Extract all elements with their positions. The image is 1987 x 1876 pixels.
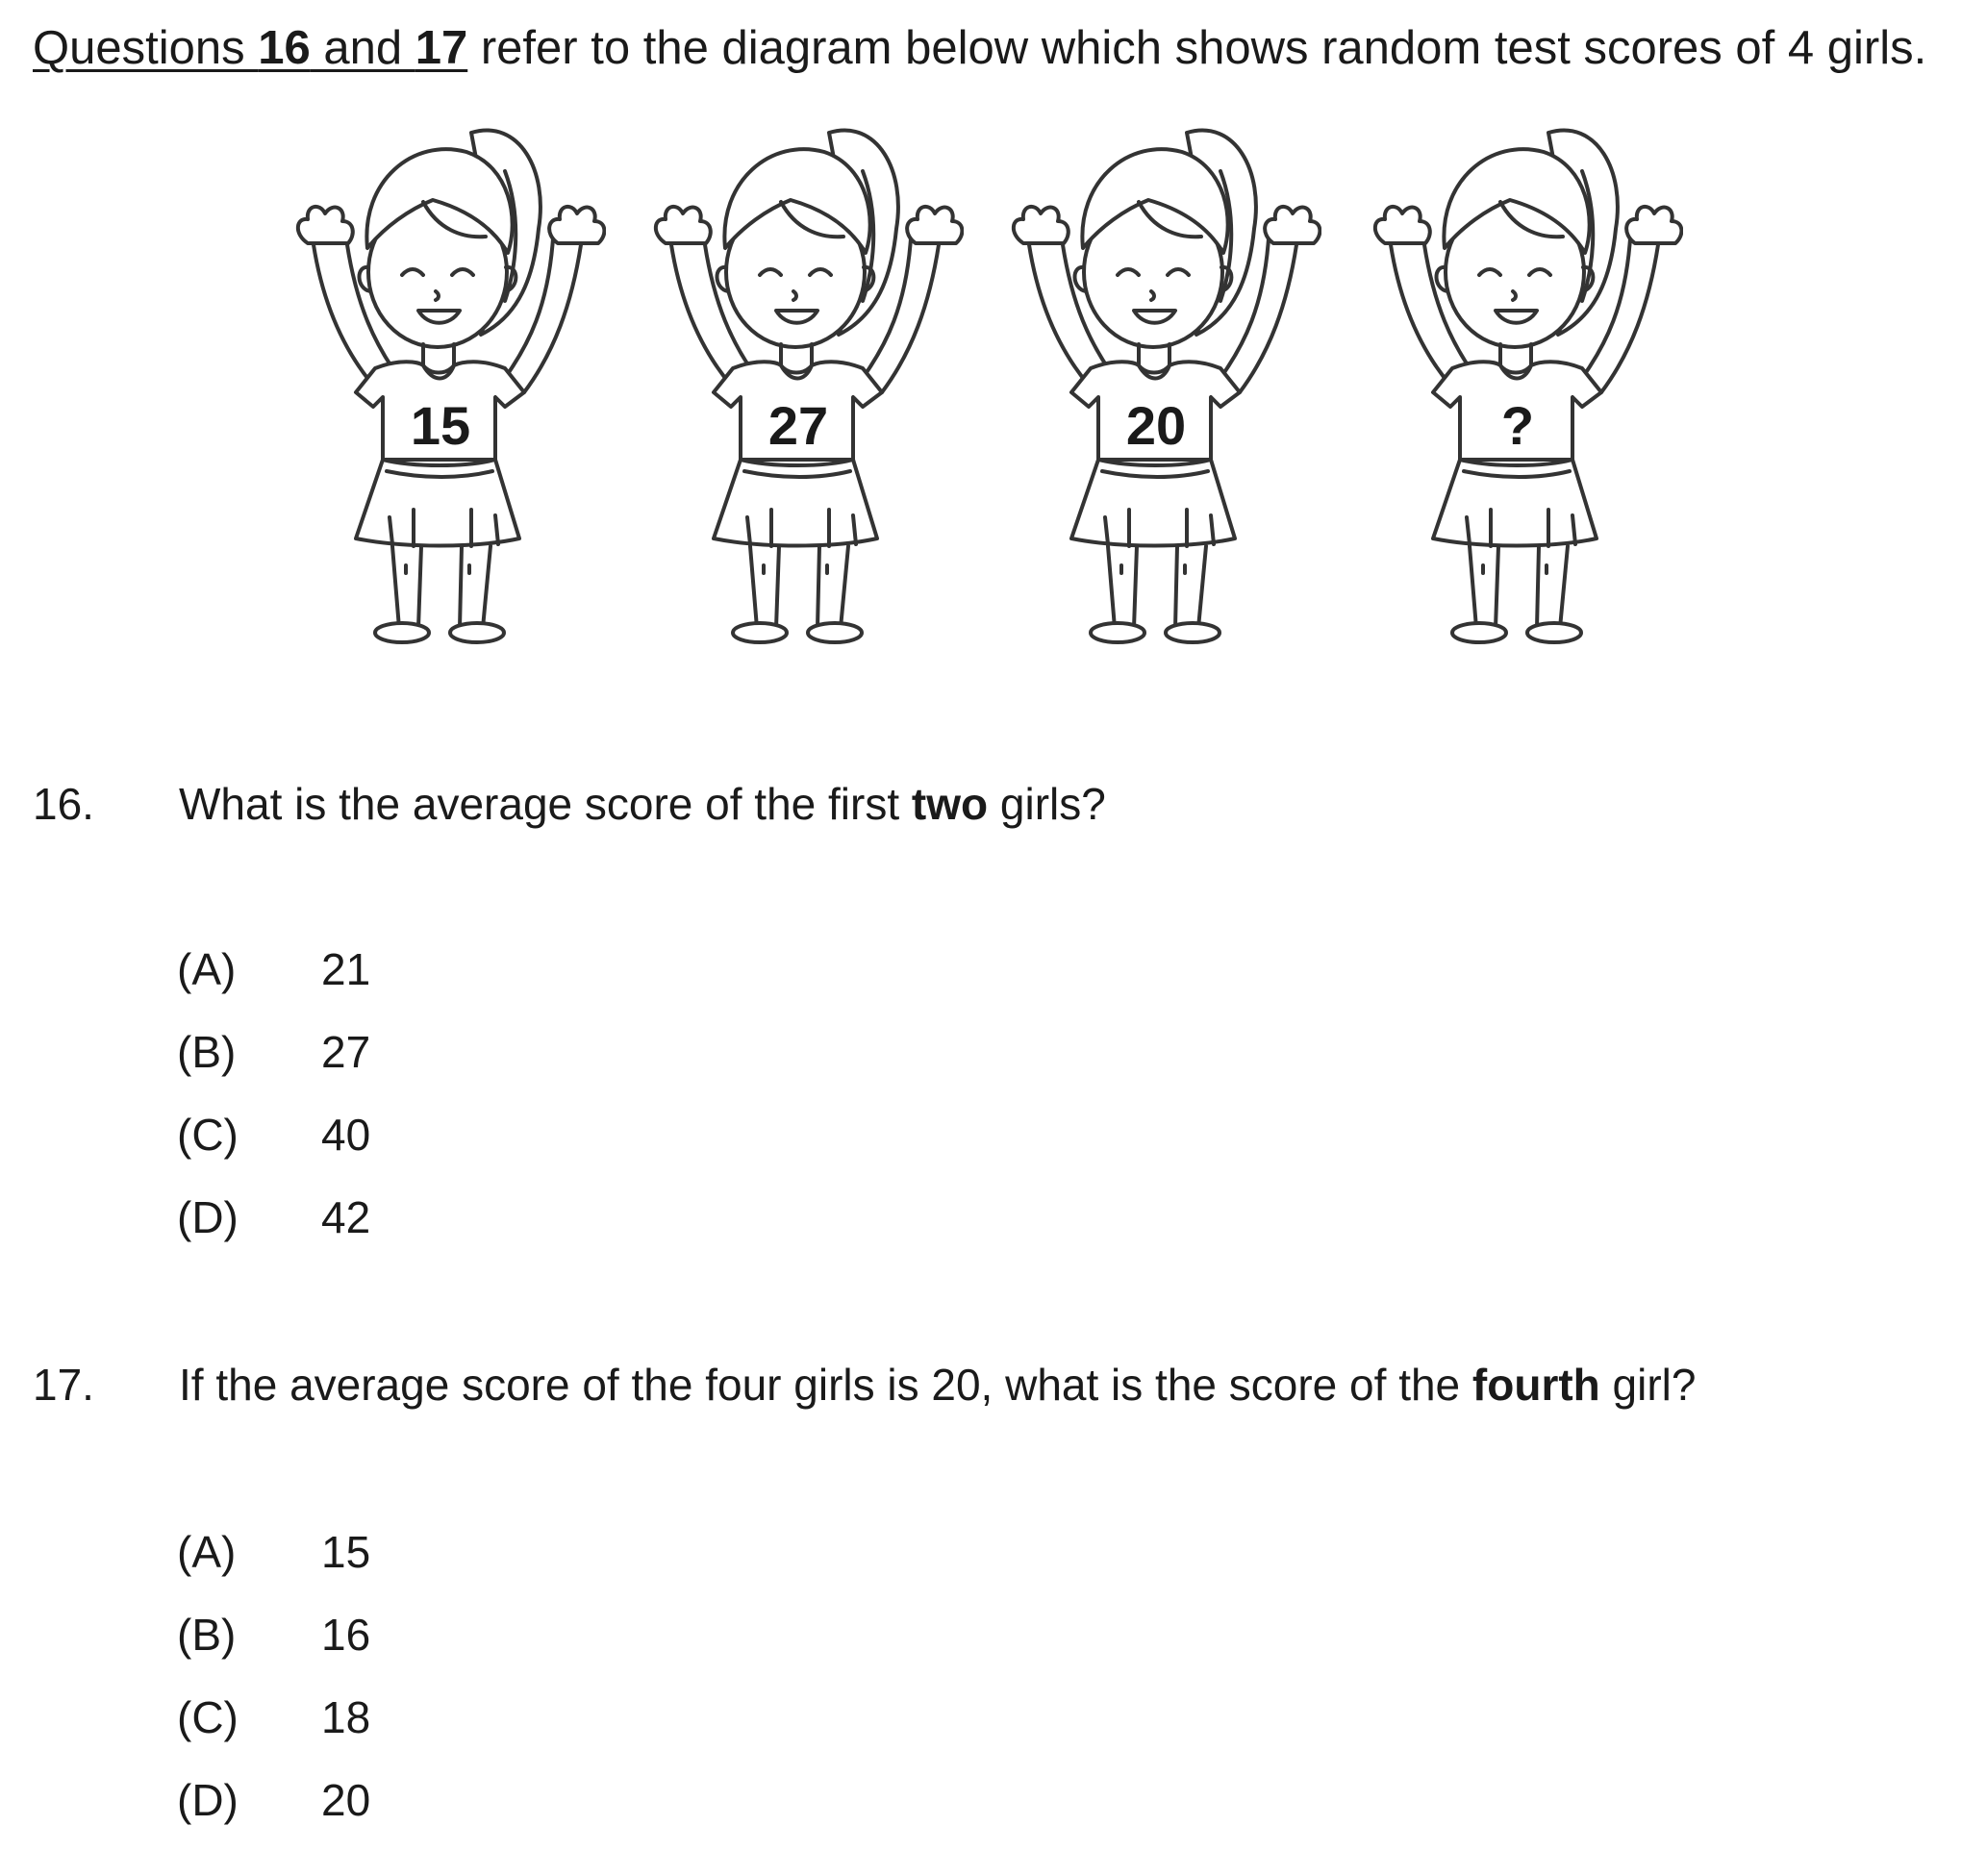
q17-option-d-value: 20: [321, 1775, 371, 1825]
question-16-text-before: What is the average score of the first: [179, 779, 912, 829]
intro-part2: and: [310, 22, 415, 74]
question-17-text: [179, 1356, 1696, 1413]
intro-text: [33, 17, 1926, 79]
girl-score-4: ?: [1500, 395, 1535, 456]
q17-option-c-value: 18: [321, 1692, 371, 1742]
question-17-text-after: girl?: [1599, 1360, 1697, 1410]
girl-score-1: 15: [410, 395, 471, 456]
girl-score-3: 20: [1125, 395, 1187, 456]
question-17-text-before: If the average score of the four girls is 20, what is the score of the: [179, 1360, 1472, 1410]
q16-option-c-letter: (C): [177, 1110, 239, 1160]
q16-option-b-value: 27: [321, 1027, 371, 1077]
girl-score-2: 27: [767, 395, 829, 456]
q17-option-b-value: 16: [321, 1610, 371, 1660]
girls-diagram: [279, 113, 1702, 710]
girl-figure-2: [637, 113, 964, 710]
q16-option-b-letter: (B): [177, 1027, 237, 1077]
q16-option-d-letter: (D): [177, 1192, 239, 1242]
q17-option-b-letter: (B): [177, 1610, 237, 1660]
girl-figure-3: [994, 113, 1321, 710]
intro-part1: Questions: [33, 22, 259, 74]
q17-option-a-letter: (A): [177, 1527, 237, 1577]
q16-option-c-value: 40: [321, 1110, 371, 1160]
q17-option-a-value: 15: [321, 1527, 371, 1577]
girl-figure-1: [279, 113, 606, 710]
intro-bold-17: 17: [415, 22, 468, 74]
girl-figure-4: [1356, 113, 1683, 710]
question-17-text-bold: fourth: [1471, 1360, 1600, 1410]
q17-option-c-letter: (C): [177, 1692, 239, 1742]
q16-option-a-value: 21: [321, 944, 371, 994]
q16-option-d-value: 42: [321, 1192, 371, 1242]
intro-bold-16: 16: [258, 22, 311, 74]
question-16-number: 16.: [33, 779, 94, 829]
question-16-text: [179, 775, 1106, 833]
question-17-number: 17.: [33, 1360, 94, 1410]
question-16-text-after: girls?: [988, 779, 1106, 829]
intro-part3: refer to the diagram below which shows random test scores of 4 girls.: [467, 22, 1927, 74]
intro-questions-ref: [33, 22, 467, 74]
question-16-text-bold: two: [911, 779, 989, 829]
q17-option-d-letter: (D): [177, 1775, 239, 1825]
q16-option-a-letter: (A): [177, 944, 237, 994]
